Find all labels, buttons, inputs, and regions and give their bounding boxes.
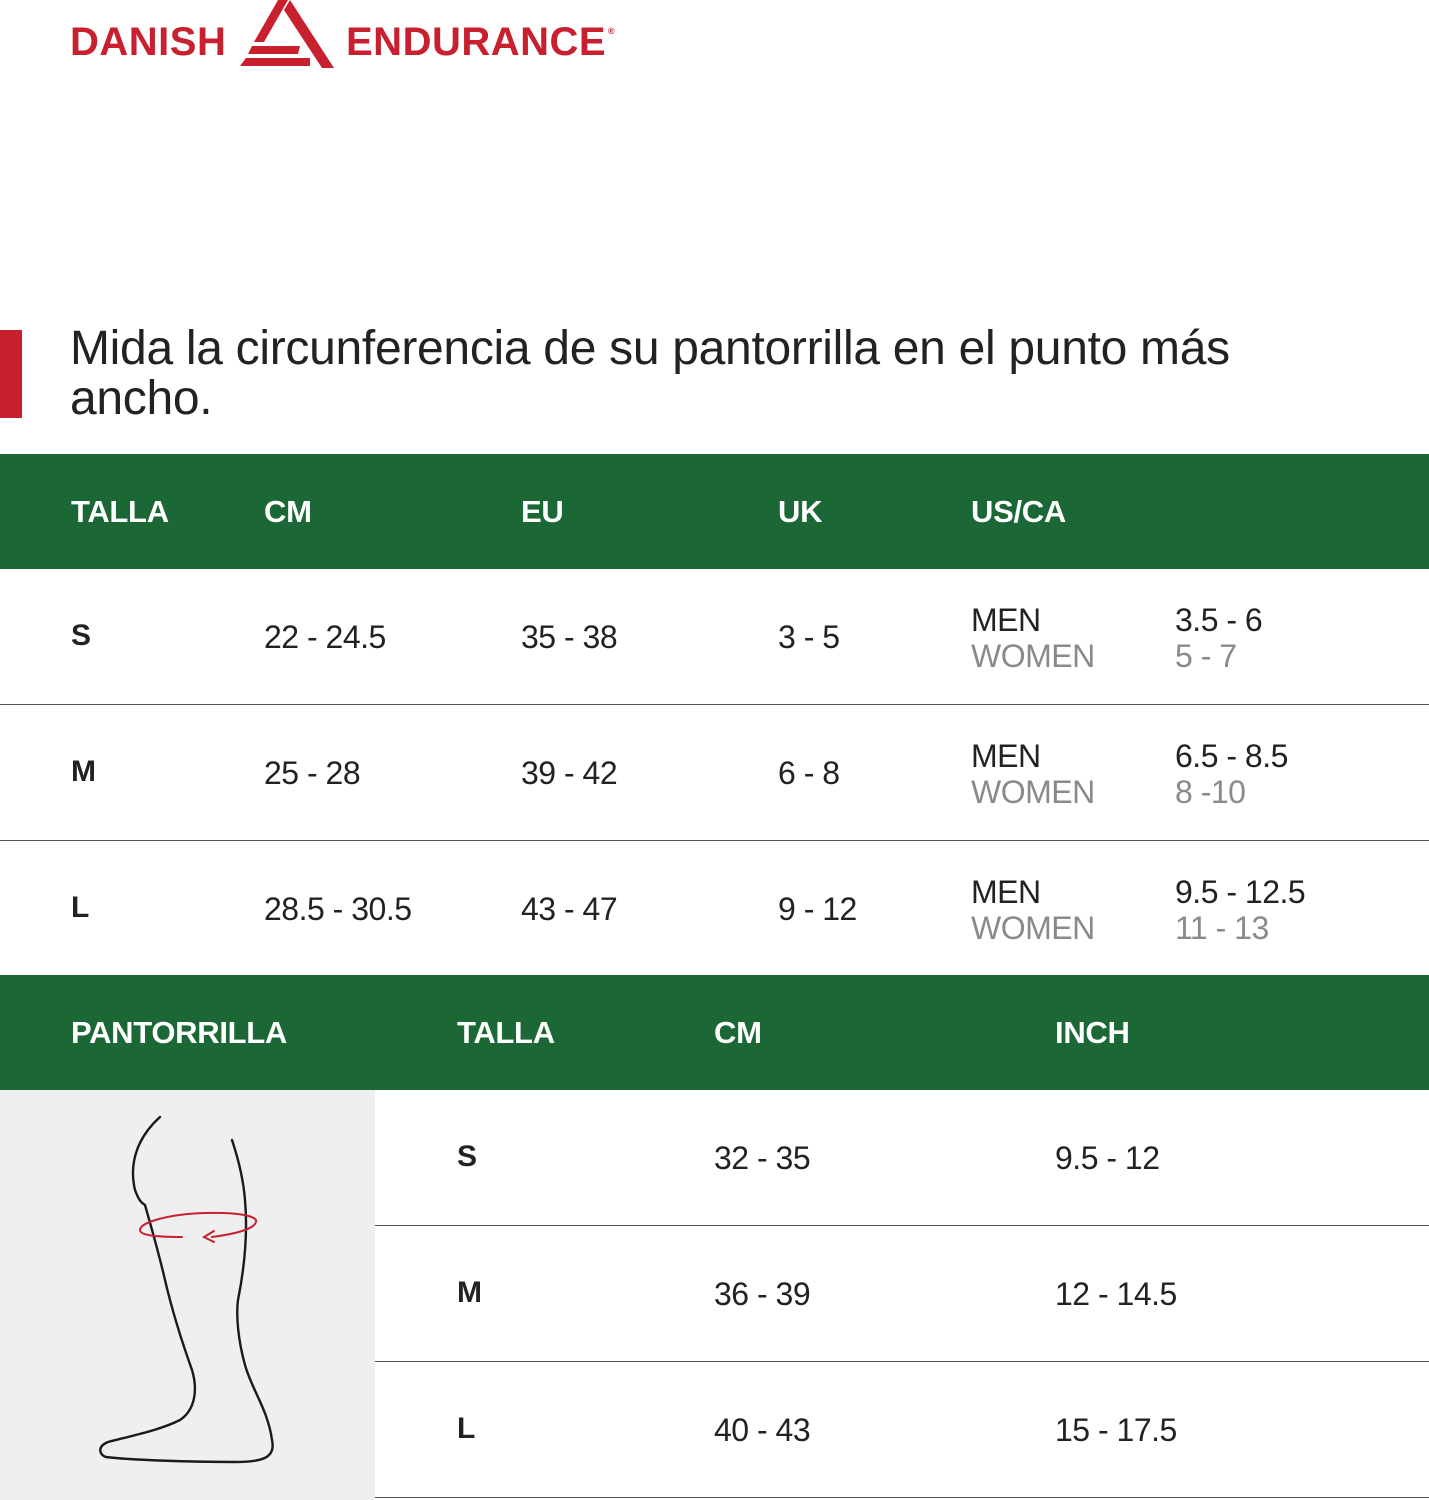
eu-cell: 43 - 47 (521, 891, 618, 927)
size-cell: M (71, 755, 96, 788)
header-talla: TALLA (457, 1015, 555, 1050)
women-label: WOMEN (971, 638, 1095, 674)
header-usca: US/CA (971, 494, 1066, 529)
size-cell: S (71, 619, 91, 652)
calf-illustration-panel (0, 1090, 375, 1500)
size-cell: L (457, 1412, 475, 1445)
brand-name-left: DANISH (70, 20, 227, 64)
header-uk: UK (778, 494, 823, 529)
calf-measurement-icon (0, 1090, 375, 1500)
inch-cell: 15 - 17.5 (1055, 1412, 1177, 1448)
header-cm: CM (714, 1015, 762, 1050)
inch-cell: 9.5 - 12 (1055, 1140, 1160, 1176)
accent-bar (0, 330, 22, 418)
uk-cell: 3 - 5 (778, 619, 840, 655)
size-cell: S (457, 1140, 477, 1173)
header-eu: EU (521, 494, 564, 529)
brand-name-right: ENDURANCE (346, 20, 607, 64)
cm-cell: 25 - 28 (264, 755, 361, 791)
eu-cell: 35 - 38 (521, 619, 618, 655)
table-row (0, 705, 1429, 841)
men-label: MEN (971, 738, 1041, 774)
table-row (375, 1362, 1429, 1498)
table-row (0, 841, 1429, 977)
uk-cell: 6 - 8 (778, 755, 840, 791)
size-table-header (0, 454, 1429, 569)
size-cell: L (71, 891, 89, 924)
header-talla: TALLA (71, 494, 169, 529)
cm-cell: 40 - 43 (714, 1412, 811, 1448)
cm-cell: 36 - 39 (714, 1276, 811, 1312)
men-size: 9.5 - 12.5 (1175, 874, 1306, 910)
women-label: WOMEN (971, 774, 1095, 810)
men-label: MEN (971, 874, 1041, 910)
mountain-peak-icon (238, 0, 336, 68)
cm-cell: 22 - 24.5 (264, 619, 386, 655)
page-title: Mida la circunferencia de su pantorrilla en el punto más ancho. (70, 322, 1230, 425)
header-cm: CM (264, 494, 312, 529)
header-pantorrilla: PANTORRILLA (71, 1015, 287, 1050)
table-row (0, 569, 1429, 705)
men-label: MEN (971, 602, 1041, 638)
cm-cell: 32 - 35 (714, 1140, 811, 1176)
eu-cell: 39 - 42 (521, 755, 618, 791)
women-label: WOMEN (971, 910, 1095, 946)
size-cell: M (457, 1276, 482, 1309)
men-size: 6.5 - 8.5 (1175, 738, 1288, 774)
inch-cell: 12 - 14.5 (1055, 1276, 1177, 1312)
calf-table-header (0, 975, 1429, 1090)
header-inch: INCH (1055, 1015, 1130, 1050)
registered-mark: ® (608, 26, 615, 36)
men-size: 3.5 - 6 (1175, 602, 1263, 638)
uk-cell: 9 - 12 (778, 891, 857, 927)
table-row (375, 1090, 1429, 1226)
women-size: 5 - 7 (1175, 638, 1237, 674)
women-size: 11 - 13 (1175, 910, 1269, 946)
women-size: 8 -10 (1175, 774, 1246, 810)
cm-cell: 28.5 - 30.5 (264, 891, 412, 927)
brand-logo (70, 0, 630, 70)
table-row (375, 1226, 1429, 1362)
